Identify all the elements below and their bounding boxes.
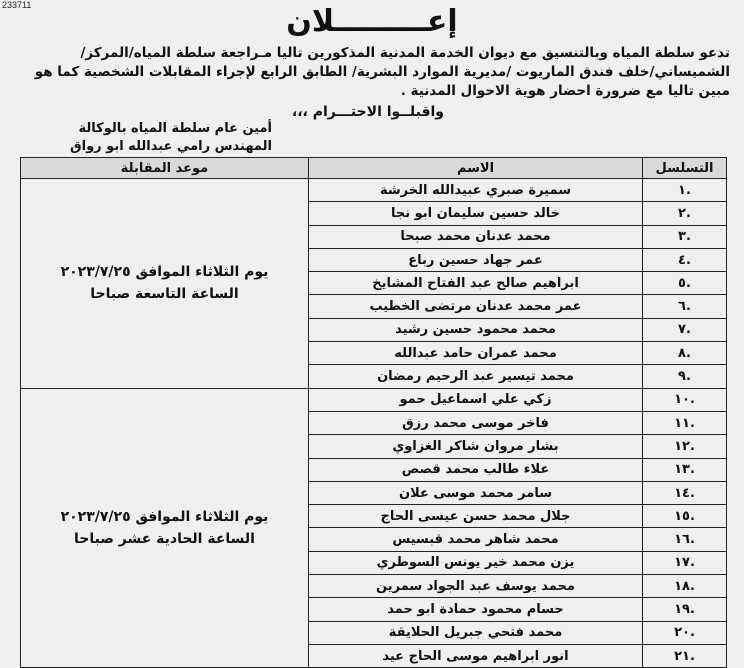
row-name: فاخر موسى محمد رزق [309,411,643,434]
table-row [21,179,727,202]
signature-block [22,120,272,156]
row-name: علاء طالب محمد قصص [309,458,643,481]
row-name: سامر محمد موسى علان [309,481,643,504]
appointment-date: يوم الثلاثاء الموافق ٢٠٢٣/٧/٢٥ [60,264,269,281]
row-serial: .٦ [643,295,727,318]
row-serial: .٢١ [643,644,727,667]
appointment-cell [21,388,309,668]
row-serial: .١٧ [643,551,727,574]
row-serial: .٢ [643,202,727,225]
appointment-date: يوم الثلاثاء الموافق ٢٠٢٣/٧/٢٥ [60,508,269,525]
image-code: 233711 [2,0,32,10]
row-serial: .١٢ [643,435,727,458]
signature-name: المهندس رامي عبدالله ابو رواق [70,139,272,154]
row-name: ابراهيم صالح عبد الفتاح المشايخ [309,272,643,295]
row-name: خالد حسين سليمان ابو نجا [309,202,643,225]
row-serial: .١ [643,179,727,202]
row-serial: .١٠ [643,388,727,411]
header-appointment: موعد المقابلة [21,158,309,179]
intro-line: الشميساني/خلف فندق الماريوت /مديرية الموارد البشرية/ الطابق الرابع لإجراء المقابلات الشخصية كما هو [34,64,730,80]
row-serial: .١٩ [643,598,727,621]
appointment-time: الساعة التاسعة صباحا [90,286,239,303]
row-serial: .١١ [643,411,727,434]
row-name: محمد عدنان محمد صبحا [309,225,643,248]
interview-table [20,157,727,668]
row-name: محمد محمود حسين رشيد [309,318,643,341]
row-name: محمد فتحي جبريل الحلايقة [309,621,643,644]
row-name: بشار مروان شاكر الغزاوي [309,435,643,458]
row-serial: .١٣ [643,458,727,481]
row-name: حسام محمود حمادة ابو حمد [309,598,643,621]
row-name: سميرة صبري عبيدالله الخرشة [309,179,643,202]
row-serial: .١٦ [643,528,727,551]
row-name: يزن محمد خير يونس السوطري [309,551,643,574]
row-name: انور ابراهيم موسى الحاج عيد [309,644,643,667]
row-serial: .٧ [643,318,727,341]
appointment-cell [21,179,309,389]
closing-phrase: واقبلــوا الاحتـــرام ،،، [291,104,444,120]
row-serial: .٥ [643,272,727,295]
table-header-row [21,158,727,179]
row-serial: .١٤ [643,481,727,504]
row-serial: .٣ [643,225,727,248]
intro-line: مبين تاليا مع ضرورة احضار هوية الاحوال المدنية . [400,83,730,99]
row-serial: .٤ [643,248,727,271]
row-serial: .١٥ [643,505,727,528]
row-name: محمد عمران حامد عبدالله [309,342,643,365]
row-serial: .٨ [643,342,727,365]
row-serial: .٢٠ [643,621,727,644]
announcement-intro [14,44,730,101]
row-name: محمد يوسف عبد الجواد سمرين [309,575,643,598]
table-body [21,179,727,668]
header-name: الاسم [309,158,643,179]
intro-line: تدعو سلطة المياه وبالتنسيق مع ديوان الخدمة المدنية المذكورين تاليا مـراجعة سلطة المياه/المركز/ [80,45,730,61]
row-name: محمد تيسير عبد الرحيم رمضان [309,365,643,388]
row-name: جلال محمد حسن عيسى الحاج [309,505,643,528]
row-name: عمر جهاد حسين رباع [309,248,643,271]
header-serial: التسلسل [643,158,727,179]
table-row [21,388,727,411]
row-serial: .١٨ [643,575,727,598]
signature-title: أمين عام سلطة المياه بالوكالة [78,121,272,136]
announcement-title: إعـــــــــلان [286,4,458,39]
row-name: زكي علي اسماعيل حمو [309,388,643,411]
appointment-time: الساعة الحادية عشر صباحا [74,530,255,547]
row-name: محمد شاهر محمد قبسيس [309,528,643,551]
row-serial: .٩ [643,365,727,388]
row-name: عمر محمد عدنان مرتضى الخطيب [309,295,643,318]
